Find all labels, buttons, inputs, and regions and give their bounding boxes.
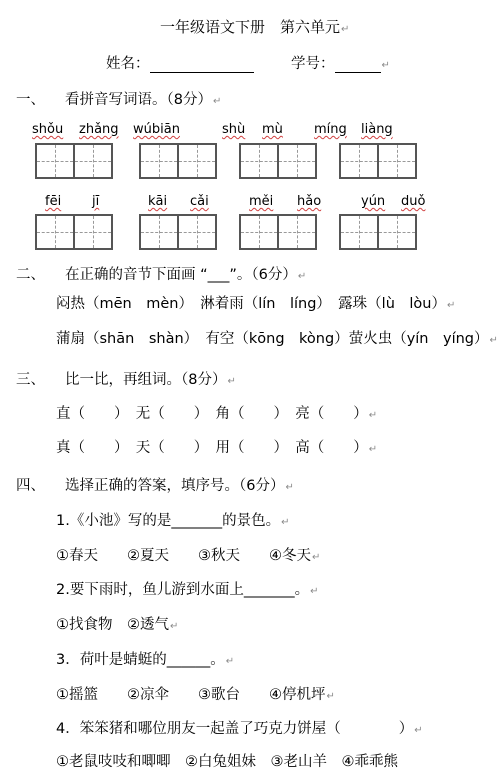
- pinyin-wubian: wúbiān: [133, 122, 180, 137]
- grid-cell[interactable]: [35, 214, 75, 250]
- return-mark: ↵: [170, 621, 179, 632]
- section-text: 选择正确的答案，填序号。（6分）: [65, 478, 285, 494]
- pinyin-duo: duǒ: [401, 194, 426, 209]
- grid-cell[interactable]: [339, 214, 379, 250]
- pinyin-cai: cǎi: [190, 194, 209, 209]
- answer-options[interactable]: ①春天 ②夏天 ③秋天 ④冬天: [56, 548, 311, 564]
- grid-cell[interactable]: [35, 143, 75, 179]
- question-text: 2.要下雨时，鱼儿游到水面上_______。: [56, 582, 310, 598]
- title-text: 一年级语文下册 第六单元: [160, 18, 341, 36]
- grid-cell[interactable]: [379, 214, 417, 250]
- compare-text[interactable]: 真（ ） 天（ ） 用（ ） 高（ ）: [56, 440, 368, 456]
- grid-cell[interactable]: [239, 143, 279, 179]
- number-input-line[interactable]: [335, 58, 381, 73]
- grid-cell[interactable]: [75, 143, 113, 179]
- pinyin-yun: yún: [361, 194, 386, 209]
- name-field[interactable]: [106, 52, 254, 73]
- question-4-options[interactable]: [56, 750, 398, 771]
- section-number: 一、: [16, 92, 45, 108]
- pinyin-hao: hǎo: [297, 194, 322, 209]
- grid-cell[interactable]: [75, 214, 113, 250]
- writing-grid-2[interactable]: [139, 143, 217, 179]
- section-2-heading: [16, 263, 306, 284]
- grid-cell[interactable]: [379, 143, 417, 179]
- pinyin-zhang: zhǎng: [79, 122, 119, 137]
- writing-grid-3[interactable]: [239, 143, 317, 179]
- question-2: [56, 578, 318, 599]
- return-mark: ↵: [225, 656, 235, 667]
- syllable-choice-text[interactable]: 蒲扇（shān shàn） 有空（kōng kòng）萤火虫（yín yíng）: [56, 331, 489, 347]
- section-text: 在正确的音节下面画 “___”。（6分）: [65, 267, 297, 283]
- question-2-options[interactable]: [56, 613, 178, 634]
- return-mark: ↵: [297, 271, 307, 282]
- return-mark: ↵: [368, 410, 378, 421]
- section-number: 二、: [16, 267, 45, 283]
- question-text: 4．笨笨猪和哪位朋友一起盖了巧克力饼屋（ ）: [56, 721, 414, 737]
- pinyin-fei: fēi: [45, 194, 62, 209]
- return-mark: ↵: [281, 517, 290, 528]
- number-field[interactable]: [291, 52, 390, 73]
- section-1-heading: [16, 88, 221, 109]
- return-mark: ↵: [227, 376, 236, 387]
- pinyin-liang: liàng: [361, 122, 393, 137]
- syllable-choice-text[interactable]: 闷热（mēn mèn） 淋着雨（lín líng） 露珠（lù lòu）: [56, 296, 446, 312]
- compare-line-2[interactable]: [56, 436, 377, 457]
- writing-grid-1[interactable]: [35, 143, 113, 179]
- section-number: 三、: [16, 372, 45, 388]
- grid-cell[interactable]: [339, 143, 379, 179]
- return-mark: ↵: [368, 444, 378, 455]
- grid-cell[interactable]: [239, 214, 279, 250]
- section-text: 看拼音写词语。（8分）: [65, 92, 212, 108]
- grid-cell[interactable]: [139, 214, 179, 250]
- writing-grid-6[interactable]: [139, 214, 217, 250]
- pinyin-mu: mù: [262, 122, 283, 137]
- pinyin-shu: shù: [222, 122, 246, 137]
- writing-grid-8[interactable]: [339, 214, 417, 250]
- writing-grid-5[interactable]: [35, 214, 113, 250]
- writing-grid-7[interactable]: [239, 214, 317, 250]
- syllable-choice-line-2[interactable]: [56, 327, 498, 348]
- name-input-line[interactable]: [150, 58, 254, 73]
- return-mark: ↵: [381, 60, 390, 71]
- compare-line-1[interactable]: [56, 402, 377, 423]
- answer-options[interactable]: ①摇篮 ②凉伞 ③歌台 ④停机坪: [56, 687, 326, 703]
- return-mark: ↵: [285, 482, 294, 493]
- return-mark: ↵: [326, 691, 335, 702]
- name-label: 姓名：: [106, 56, 150, 72]
- pinyin-shou: shǒu: [32, 122, 64, 137]
- return-mark: ↵: [414, 725, 423, 736]
- grid-cell[interactable]: [279, 214, 317, 250]
- section-4-heading: [16, 474, 294, 495]
- question-4: [56, 717, 423, 738]
- section-number: 四、: [16, 478, 45, 494]
- question-3-options[interactable]: [56, 683, 335, 704]
- grid-cell[interactable]: [139, 143, 179, 179]
- pinyin-ji: jī: [92, 194, 100, 209]
- grid-cell[interactable]: [179, 143, 217, 179]
- question-1-options[interactable]: [56, 544, 320, 565]
- compare-text[interactable]: 直（ ） 无（ ） 角（ ） 亮（ ）: [56, 406, 368, 422]
- return-mark: ↵: [489, 335, 498, 346]
- return-mark: ↵: [310, 586, 319, 597]
- question-text: 3．荷叶是蜻蜓的______。: [56, 652, 225, 668]
- question-3: [56, 648, 234, 669]
- grid-cell[interactable]: [179, 214, 217, 250]
- grid-cell[interactable]: [279, 143, 317, 179]
- syllable-choice-line-1[interactable]: [56, 292, 455, 313]
- return-mark: ↵: [212, 96, 222, 107]
- question-1: [56, 509, 289, 530]
- question-text: 1.《小池》写的是_______的景色。: [56, 513, 281, 529]
- section-3-heading: [16, 368, 236, 389]
- number-label: 学号：: [291, 56, 335, 72]
- return-mark: ↵: [312, 552, 321, 563]
- return-mark: ↵: [341, 24, 350, 35]
- pinyin-mei: měi: [249, 194, 274, 209]
- answer-options[interactable]: ①老鼠吱吱和唧唧 ②白兔姐妹 ③老山羊 ④乖乖熊: [56, 754, 398, 770]
- return-mark: ↵: [446, 300, 456, 311]
- answer-options[interactable]: ①找食物 ②透气: [56, 617, 169, 633]
- pinyin-ming: míng: [314, 122, 347, 137]
- writing-grid-4[interactable]: [339, 143, 417, 179]
- section-text: 比一比，再组词。（8分）: [65, 372, 227, 388]
- pinyin-kai: kāi: [148, 194, 168, 209]
- worksheet-title: [160, 16, 349, 37]
